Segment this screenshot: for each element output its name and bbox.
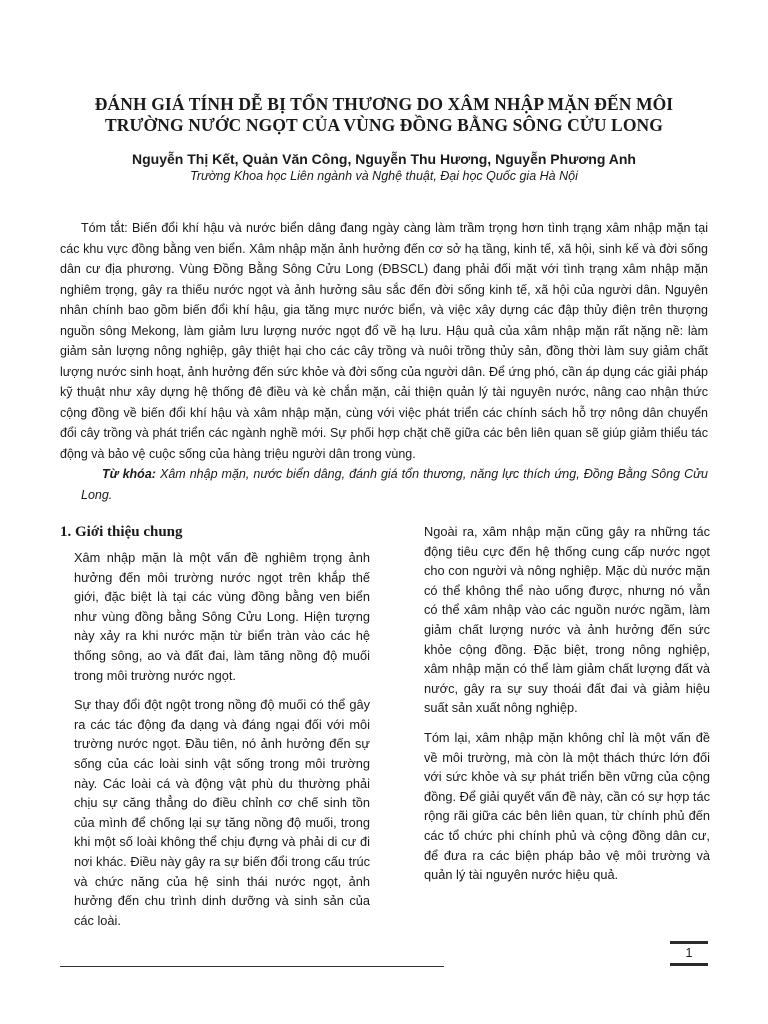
- paragraph: Tóm lại, xâm nhập mặn không chỉ là một vấn đề về môi trường, mà còn là một thách thức lớn đối với sức khỏe và sự phát triển bền vững của cộng đồng. Để giải quyết vấn đề này, cần có sự hợp tác rộng rãi giữa các bên liên quan, từ chính phủ đến các tổ chức phi chính phủ và cộng đồng dân cư, để đưa ra các biện pháp bảo vệ môi trường và quản lý tài nguyên nước hiệu quả.: [424, 729, 710, 883]
- keywords-text: Xâm nhập mặn, nước biển dâng, đánh giá tổn thương, năng lực thích ứng, Đồng Bằng Sông Cửu Long.: [81, 467, 708, 502]
- section-heading: 1. Giới thiệu chung: [60, 524, 183, 540]
- affiliation: Trường Khoa học Liên ngành và Nghệ thuật, Đại học Quốc gia Hà Nội: [190, 169, 578, 183]
- right-column: [424, 522, 710, 895]
- paragraph: Xâm nhập mặn là một vấn đề nghiêm trọng ảnh hưởng đến môi trường nước ngọt trên khắp thế giới, đặc biệt là tại các vùng đồng bằng ven biển như vùng đồng bằng Sông Cửu Long. Hiện tượng này xảy ra khi nước mặn từ biển tràn vào các hệ thống sông, ao và đất đai, làm tăng nồng độ muối trong môi trường nước ngọt.: [74, 550, 370, 683]
- abstract: [60, 218, 708, 464]
- page-number: 1: [685, 946, 693, 960]
- paper-title: [60, 94, 708, 136]
- page-number-top-bar: [670, 941, 708, 944]
- title-line-1: ĐÁNH GIÁ TÍNH DỄ BỊ TỔN THƯƠNG DO XÂM NHẬP MẶN ĐẾN MÔI: [94, 94, 674, 114]
- paragraph: Ngoài ra, xâm nhập mặn cũng gây ra những tác động tiêu cực đến hệ thống cung cấp nước ngọt cho con người và nông nghiệp. Mặc dù nước mặn có thể không thể nào uống được, nhưng nó vẫn có thể xâm nhập vào các nguồn nước ngầm, làm giảm chất lượng nước và ảnh hưởng đến sức khỏe cộng đồng. Đặc biệt, trong nông nghiệp, xâm nhập mặn có thể làm giảm chất lượng đất và nước, gây ra sự suy thoái đất đai và giảm hiệu suất sản xuất nông nghiệp.: [424, 524, 710, 716]
- abstract-text: Biến đổi khí hậu và nước biển dâng đang ngày càng làm trầm trọng hơn tình trạng xâm nhập mặn tại các khu vực đồng bằng ven biển. Xâm nhập mặn ảnh hưởng đến cơ sở hạ tầng, kinh tế, xã hội, sinh kế và đời sống dân cư địa phương. Vùng Đồng Bằng Sông Cửu Long (ĐBSCL) đang phải đối mặt với tình trạng xâm nhập mặn nghiêm trọng, gây ra thiếu nước ngọt và ảnh hưởng sâu sắc đến đời sống kinh tế, xã hội của người dân. Nguyên nhân chính bao gồm biến đổi khí hậu, gia tăng mực nước biển, và việc xây dựng các đập thủy điện trên thượng nguồn sông Mekong, làm giảm lưu lượng nước ngọt đổ về hạ lưu. Hậu quả của xâm nhập mặn rất nặng nề: làm giảm sản lượng nông nghiệp, gây thiệt hại cho các cây trồng và nuôi trồng thủy sản, đồng thời làm suy giảm chất lượng nước sinh hoạt, ảnh hưởng đến sức khỏe và đời sống của người dân. Để ứng phó, cần áp dụng các giải pháp kỹ thuật như xây dựng hệ thống đê điều và kè chắn mặn, cải thiện quản lý tài nguyên nước, nâng cao nhận thức cộng đồng về biến đổi khí hậu và xâm nhập mặn, cùng với việc phát triển các chính sách hỗ trợ nông dân chuyển đổi cây trồng và phát triển các ngành nghề mới. Sự phối hợp chặt chẽ giữa các bên liên quan sẽ giúp giảm thiểu tác động và bảo vệ cuộc sống của hàng triệu người dân trong vùng.: [60, 221, 708, 461]
- abstract-block: [60, 218, 708, 505]
- keywords-label: Từ khóa:: [102, 467, 156, 481]
- left-column: [60, 522, 370, 940]
- title-line-2: TRƯỜNG NƯỚC NGỌT CỦA VÙNG ĐỒNG BẰNG SÔNG CỬU LONG: [105, 115, 663, 135]
- paragraph: Sự thay đổi đột ngột trong nồng độ muối có thể gây ra các tác động đa dạng và đáng ngại đối với môi trường nước ngọt. Đầu tiên, nó ảnh hưởng đến sự sống của các loài sinh vật sống trong môi trường này. Các loài cá và động vật phù du thường phải chịu sự căng thẳng do điều chỉnh cơ chế sinh tồn của mình để chống lại sự tăng nồng độ muối, trong khi một số loài không thể chịu đựng và phải di cư đi nơi khác. Điều này gây ra sự biến đổi trong cấu trúc và chức năng của hệ sinh thái nước ngọt, ảnh hưởng đến chu trình dinh dưỡng và sinh sản của các loài.: [74, 697, 370, 928]
- abstract-label: Tóm tắt:: [81, 221, 128, 235]
- authors: Nguyễn Thị Kết, Quản Văn Công, Nguyễn Thu Hương, Nguyễn Phương Anh: [132, 151, 636, 167]
- footer-rule: [60, 966, 444, 967]
- keywords: [60, 464, 708, 505]
- page-number-bottom-bar: [670, 963, 708, 966]
